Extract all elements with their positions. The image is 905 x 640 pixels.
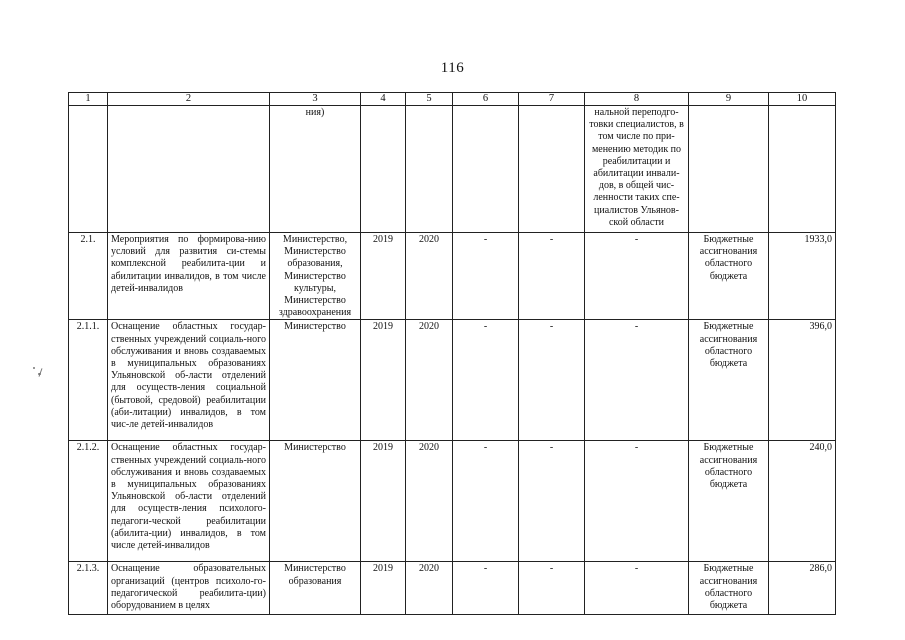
table-row	[69, 233, 836, 320]
column-header: 9	[689, 93, 769, 106]
column-header: 4	[361, 93, 406, 106]
item-funding-source: Бюджетные ассигнования областного бюджета	[689, 562, 769, 615]
item-year-end: 2020	[406, 233, 453, 320]
item-col6: -	[453, 320, 519, 441]
item-col8: -	[585, 320, 689, 441]
item-col8: -	[585, 233, 689, 320]
item-funding-source: Бюджетные ассигнования областного бюджета	[689, 320, 769, 441]
item-col6: -	[453, 233, 519, 320]
item-executor: Министерство	[270, 441, 361, 562]
column-number-header-row	[69, 93, 836, 106]
column-header: 7	[519, 93, 585, 106]
item-col7: -	[519, 233, 585, 320]
page-number: 116	[440, 60, 465, 76]
item-year-start: 2019	[361, 320, 406, 441]
column-header: 2	[108, 93, 270, 106]
executor-cell: ния)	[270, 106, 361, 233]
item-executor: Министерство, Министерство образования, Министерство культуры, Министерство здравоохранения	[270, 233, 361, 320]
item-year-start: 2019	[361, 441, 406, 562]
item-col6: -	[453, 562, 519, 615]
column-header: 1	[69, 93, 108, 106]
item-description: Оснащение областных государ-ственных учреждений социаль-ного обслуживания и вновь создаваемых в муниципальных образованиях Ульяновской об-ласти отделений для осуществ-ления психолого-педагоги-ческой реабилитации (абилита-ции) инвалидов, в том числе детей-инвалидов	[108, 441, 270, 562]
item-description: Мероприятия по формирова-нию условий для развития си-стемы комплексной реабилита-ции и абилитации инвалидов, в том числе детей-инвалидов	[108, 233, 270, 320]
column-header: 10	[769, 93, 836, 106]
item-amount: 396,0	[769, 320, 836, 441]
item-col8: -	[585, 562, 689, 615]
table-cell	[108, 106, 270, 233]
item-number: 2.1.	[69, 233, 108, 320]
item-amount: 286,0	[769, 562, 836, 615]
item-executor: Министерство образования	[270, 562, 361, 615]
item-col7: -	[519, 562, 585, 615]
program-table	[68, 92, 836, 615]
column-header: 5	[406, 93, 453, 106]
item-col7: -	[519, 320, 585, 441]
item-amount: 1933,0	[769, 233, 836, 320]
item-funding-source: Бюджетные ассигнования областного бюджета	[689, 441, 769, 562]
item-number: 2.1.1.	[69, 320, 108, 441]
item-number: 2.1.3.	[69, 562, 108, 615]
item-description: Оснащение образовательных организаций (центров психоло-го-педагогической реабилита-ции) оборудованием в целях	[108, 562, 270, 615]
item-col7: -	[519, 441, 585, 562]
table-cell	[406, 106, 453, 233]
column-header: 6	[453, 93, 519, 106]
table-row	[69, 562, 836, 615]
item-number: 2.1.2.	[69, 441, 108, 562]
item-year-end: 2020	[406, 562, 453, 615]
scan-artifact	[38, 368, 42, 377]
item-col6: -	[453, 441, 519, 562]
table-cell	[453, 106, 519, 233]
item-year-start: 2019	[361, 233, 406, 320]
table-cell	[689, 106, 769, 233]
item-funding-source: Бюджетные ассигнования областного бюджета	[689, 233, 769, 320]
continuation-row	[69, 106, 836, 233]
table-row	[69, 441, 836, 562]
table-row	[69, 320, 836, 441]
scan-artifact	[33, 367, 35, 369]
item-year-start: 2019	[361, 562, 406, 615]
item-year-end: 2020	[406, 441, 453, 562]
column-header: 8	[585, 93, 689, 106]
item-year-end: 2020	[406, 320, 453, 441]
column-header: 3	[270, 93, 361, 106]
item-col8: -	[585, 441, 689, 562]
indicator-cell: нальной переподго-товки специалистов, в том числе по при-менению методик по реабилитации и абилитации инвали-дов, в общей чис-ленности таких спе-циалистов Ульянов-ской области	[585, 106, 689, 233]
table-cell	[519, 106, 585, 233]
table-cell	[769, 106, 836, 233]
table-cell	[361, 106, 406, 233]
item-description: Оснащение областных государ-ственных учреждений социаль-ного обслуживания и вновь создаваемых в муниципальных образованиях Ульяновской об-ласти отделений для осуществ-ления социальной (бытовой, средовой) реабилитации (аби-литации) инвалидов, в том чис-ле детей-инвалидов	[108, 320, 270, 441]
item-executor: Министерство	[270, 320, 361, 441]
item-amount: 240,0	[769, 441, 836, 562]
table-cell	[69, 106, 108, 233]
